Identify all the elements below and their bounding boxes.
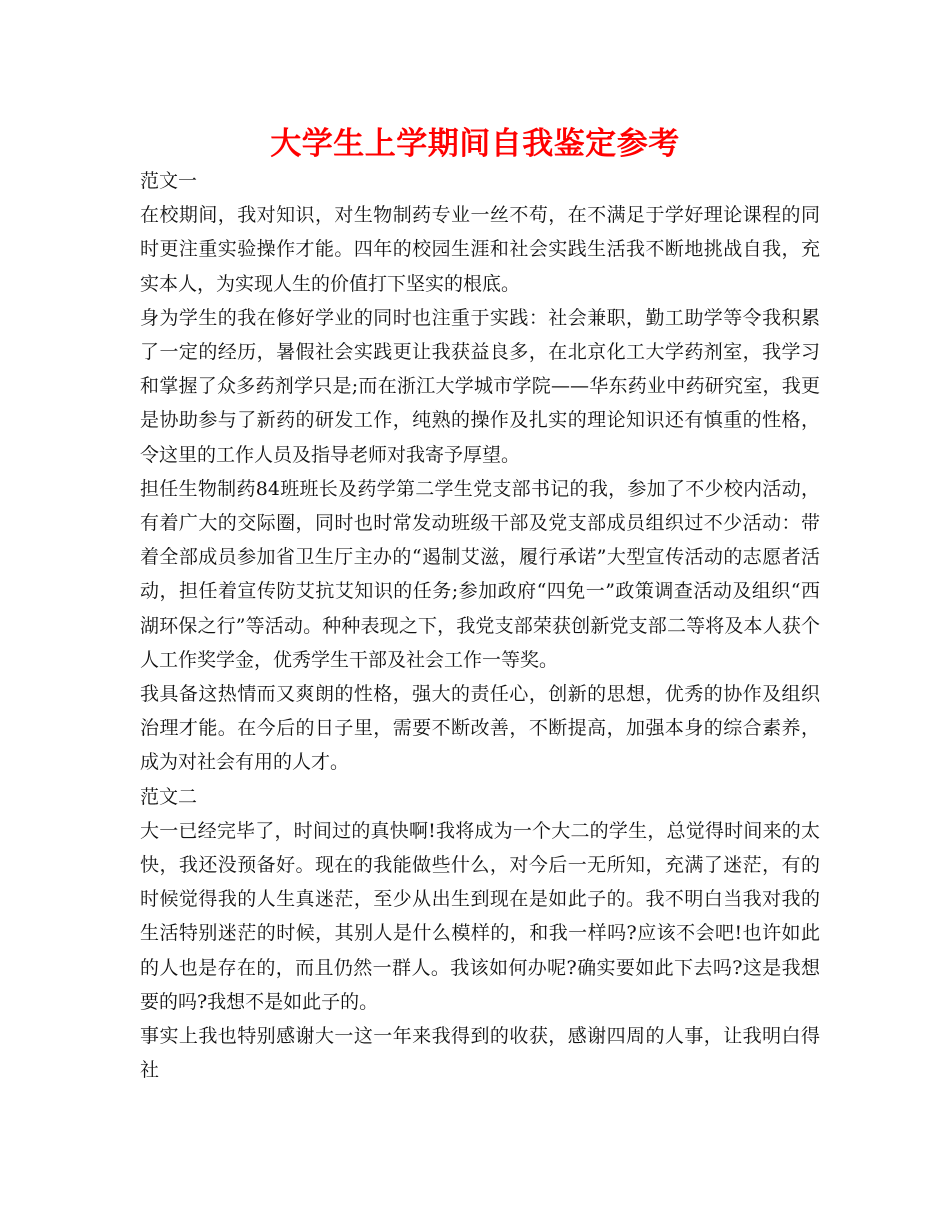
section-heading-2: 范文二 bbox=[140, 785, 198, 808]
paragraph: 我具备这热情而又爽朗的性格，强大的责任心，创新的思想，优秀的协作及组织治理才能。在今后的日子里，需要不断改善，不断提高，加强本身的综合素养，成为对社会有用的人才。 bbox=[140, 683, 820, 774]
paragraph: 大一已经完毕了，时间过的真快啊!我将成为一个大二的学生，总觉得时间来的太快，我还没预备好。现在的我能做些什么，对今后一无所知，充满了迷茫，有的时候觉得我的人生真迷茫，至少从出生到现在是如此子的。我不明白当我对我的生活特别迷茫的时候，其别人是什么模样的，和我一样吗?应该不会吧!也许如此的人也是存在的，而且仍然一群人。我该如何办呢?确实要如此下去吗?这是我想要的吗?我想不是如此子的。 bbox=[140, 819, 820, 1013]
section-heading-1: 范文一 bbox=[140, 170, 198, 192]
paragraph: 在校期间，我对知识，对生物制药专业一丝不苟，在不满足于学好理论课程的同时更注重实验操作才能。四年的校园生涯和社会实践生活我不断地挑战自我，充实本人，为实现人生的价值打下坚实的根底。 bbox=[140, 204, 820, 295]
paragraph: 身为学生的我在修好学业的同时也注重于实践：社会兼职，勤工助学等令我积累了一定的经历，暑假社会实践更让我获益良多，在北京化工大学药剂室，我学习和掌握了众多药剂学只是;而在浙江大学城市学院——华东药业中药研究室，我更是协助参与了新药的研发工作，纯熟的操作及扎实的理论知识还有慎重的性格，令这里的工作人员及指导老师对我寄予厚望。 bbox=[140, 306, 820, 466]
document-title: 大学生上学期间自我鉴定参考 bbox=[270, 126, 680, 162]
paragraph: 担任生物制药84班班长及药学第二学生党支部书记的我，参加了不少校内活动，有着广大的交际圈，同时也时常发动班级干部及党支部成员组织过不少活动：带着全部成员参加省卫生厅主办的“遏制艾滋，履行承诺”大型宣传活动的志愿者活动，担任着宣传防艾抗艾知识的任务;参加政府“四免一”政策调查活动及组织“西湖环保之行”等活动。种种表现之下，我党支部荣获创新党支部二等将及本人获个人工作奖学金，优秀学生干部及社会工作一等奖。 bbox=[140, 477, 820, 671]
document-body bbox=[140, 164, 820, 1087]
paragraph: 事实上我也特别感谢大一这一年来我得到的收获，感谢四周的人事，让我明白得社 bbox=[140, 1025, 820, 1082]
